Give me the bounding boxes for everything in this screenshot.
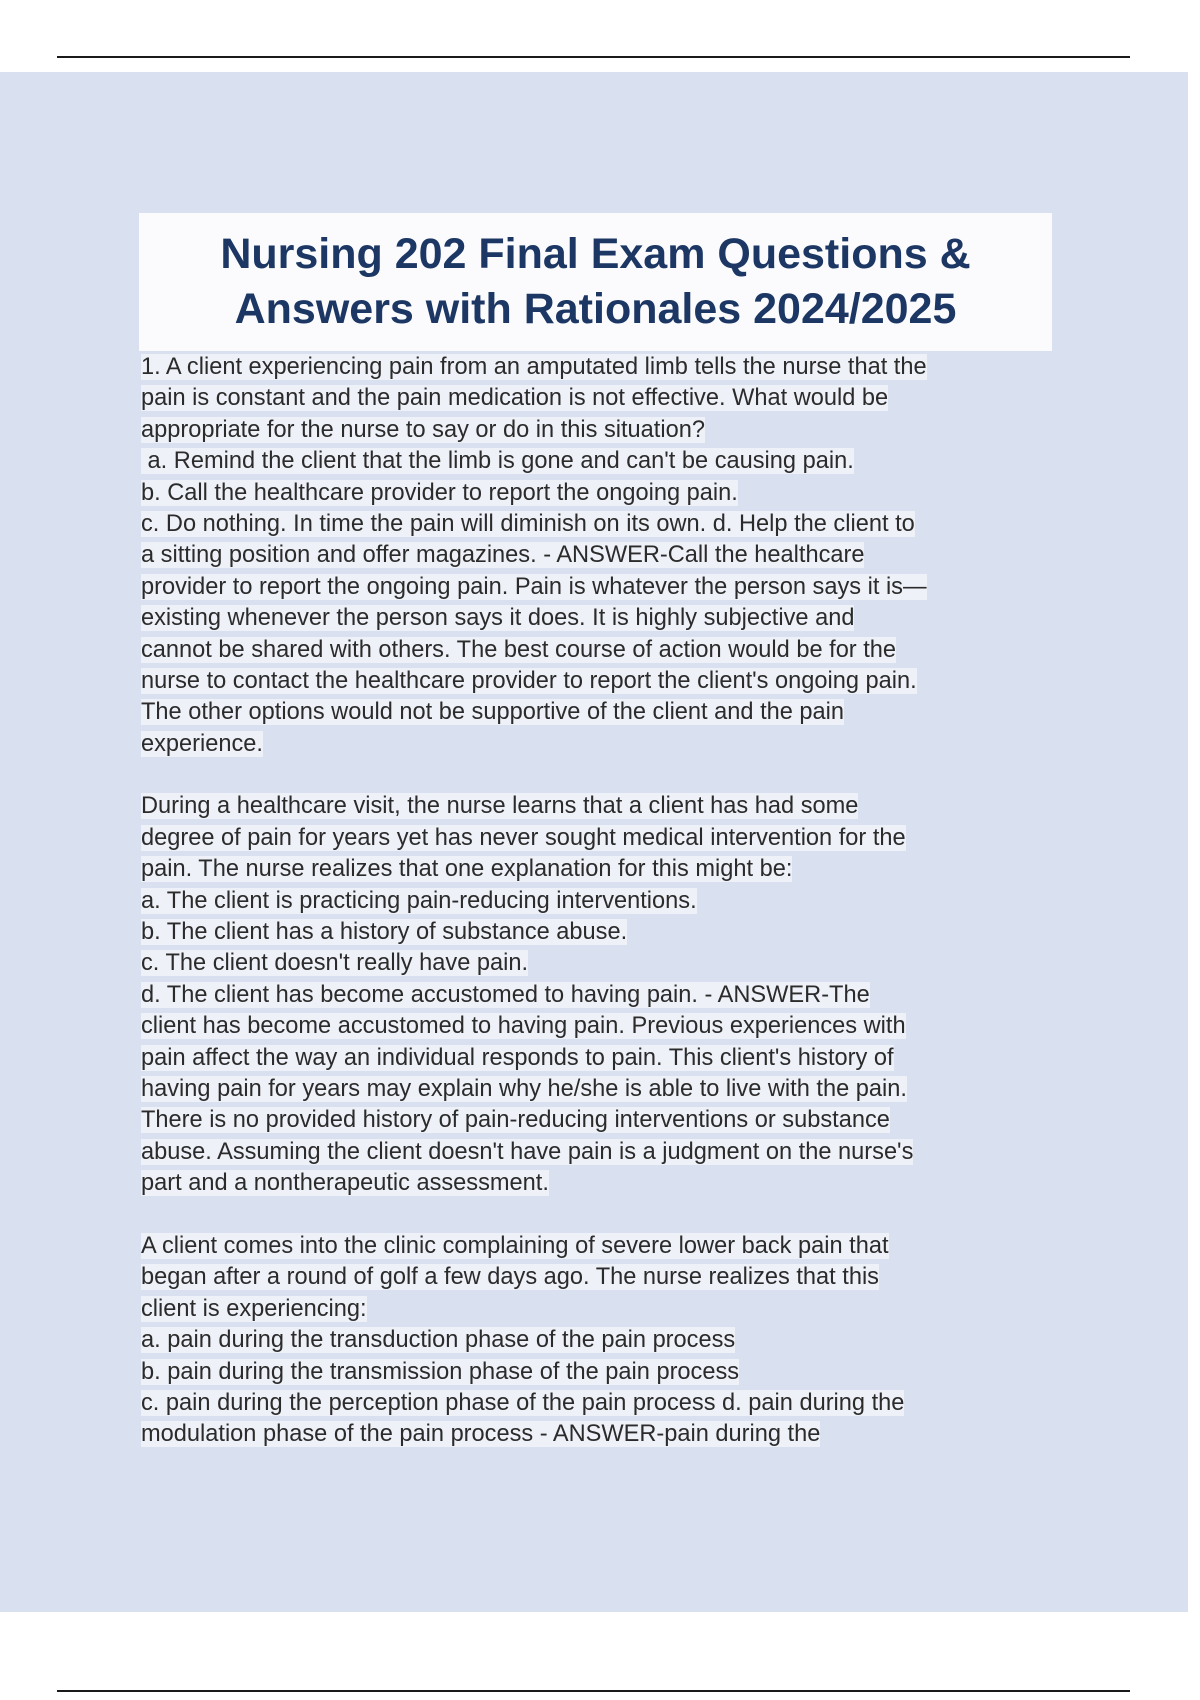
- text-line: appropriate for the nurse to say or do in this situation?: [141, 416, 705, 443]
- text-line: b. pain during the transmission phase of the pain process: [141, 1358, 740, 1385]
- paragraph-gap: [141, 760, 1061, 791]
- text-line: pain. The nurse realizes that one explanation for this might be:: [141, 856, 793, 883]
- text-line: 1. A client experiencing pain from an amputated limb tells the nurse that the: [141, 354, 927, 380]
- text-line: pain affect the way an individual responds to pain. This client's history of: [141, 1044, 894, 1071]
- text-line: degree of pain for years yet has never sought medical intervention for the: [141, 824, 906, 851]
- text-line: A client comes into the clinic complaining of severe lower back pain that: [141, 1232, 889, 1259]
- text-line: experience.: [141, 730, 263, 757]
- text-line: c. Do nothing. In time the pain will diminish on its own. d. Help the client to: [141, 510, 915, 537]
- paragraph-gap: [141, 1200, 1061, 1231]
- text-line: provider to report the ongoing pain. Pain is whatever the person says it is—: [141, 573, 927, 600]
- text-line: a sitting position and offer magazines. - ANSWER-Call the healthcare: [141, 542, 865, 569]
- question-2: [141, 791, 1061, 1199]
- text-line: c. pain during the perception phase of the pain process d. pain during the: [141, 1389, 905, 1416]
- document-body: [141, 352, 1061, 1451]
- text-line: There is no provided history of pain-reducing interventions or substance: [141, 1107, 890, 1134]
- text-line: abuse. Assuming the client doesn't have pain is a judgment on the nurse's: [141, 1138, 914, 1165]
- text-line: client is experiencing:: [141, 1295, 367, 1322]
- text-line: pain is constant and the pain medication is not effective. What would be: [141, 385, 889, 412]
- text-line: existing whenever the person says it does. It is highly subjective and: [141, 605, 855, 632]
- title-line-2: Answers with Rationales 2024/2025: [234, 285, 957, 333]
- text-line: part and a nontherapeutic assessment.: [141, 1170, 549, 1197]
- text-line: a. pain during the transduction phase of the pain process: [141, 1327, 736, 1354]
- text-line: During a healthcare visit, the nurse learns that a client has had some: [141, 793, 859, 820]
- text-line: a. The client is practicing pain-reducing interventions.: [141, 887, 697, 914]
- text-line: b. The client has a history of substance abuse.: [141, 919, 628, 946]
- text-line: modulation phase of the pain process - ANSWER-pain during the: [141, 1421, 821, 1448]
- text-line: began after a round of golf a few days ago. The nurse realizes that this: [141, 1264, 879, 1291]
- text-line: d. The client has become accustomed to having pain. - ANSWER-The: [141, 981, 870, 1008]
- bottom-rule: [57, 1690, 1130, 1692]
- text-line: cannot be shared with others. The best course of action would be for the: [141, 636, 897, 663]
- top-rule: [57, 56, 1130, 58]
- question-1: [141, 352, 1061, 760]
- title-box: [139, 213, 1052, 351]
- text-line: c. The client doesn't really have pain.: [141, 950, 529, 977]
- text-line: client has become accustomed to having pain. Previous experiences with: [141, 1013, 906, 1040]
- question-3: [141, 1231, 1061, 1451]
- text-line: The other options would not be supportive of the client and the pain: [141, 699, 845, 726]
- text-line: nurse to contact the healthcare provider to report the client's ongoing pain.: [141, 667, 917, 694]
- title-line-1: Nursing 202 Final Exam Questions &: [220, 230, 971, 278]
- text-line: having pain for years may explain why he/she is able to live with the pain.: [141, 1075, 907, 1102]
- text-line: b. Call the healthcare provider to report the ongoing pain.: [141, 479, 738, 506]
- text-line: a. Remind the client that the limb is gone and can't be causing pain.: [141, 448, 854, 475]
